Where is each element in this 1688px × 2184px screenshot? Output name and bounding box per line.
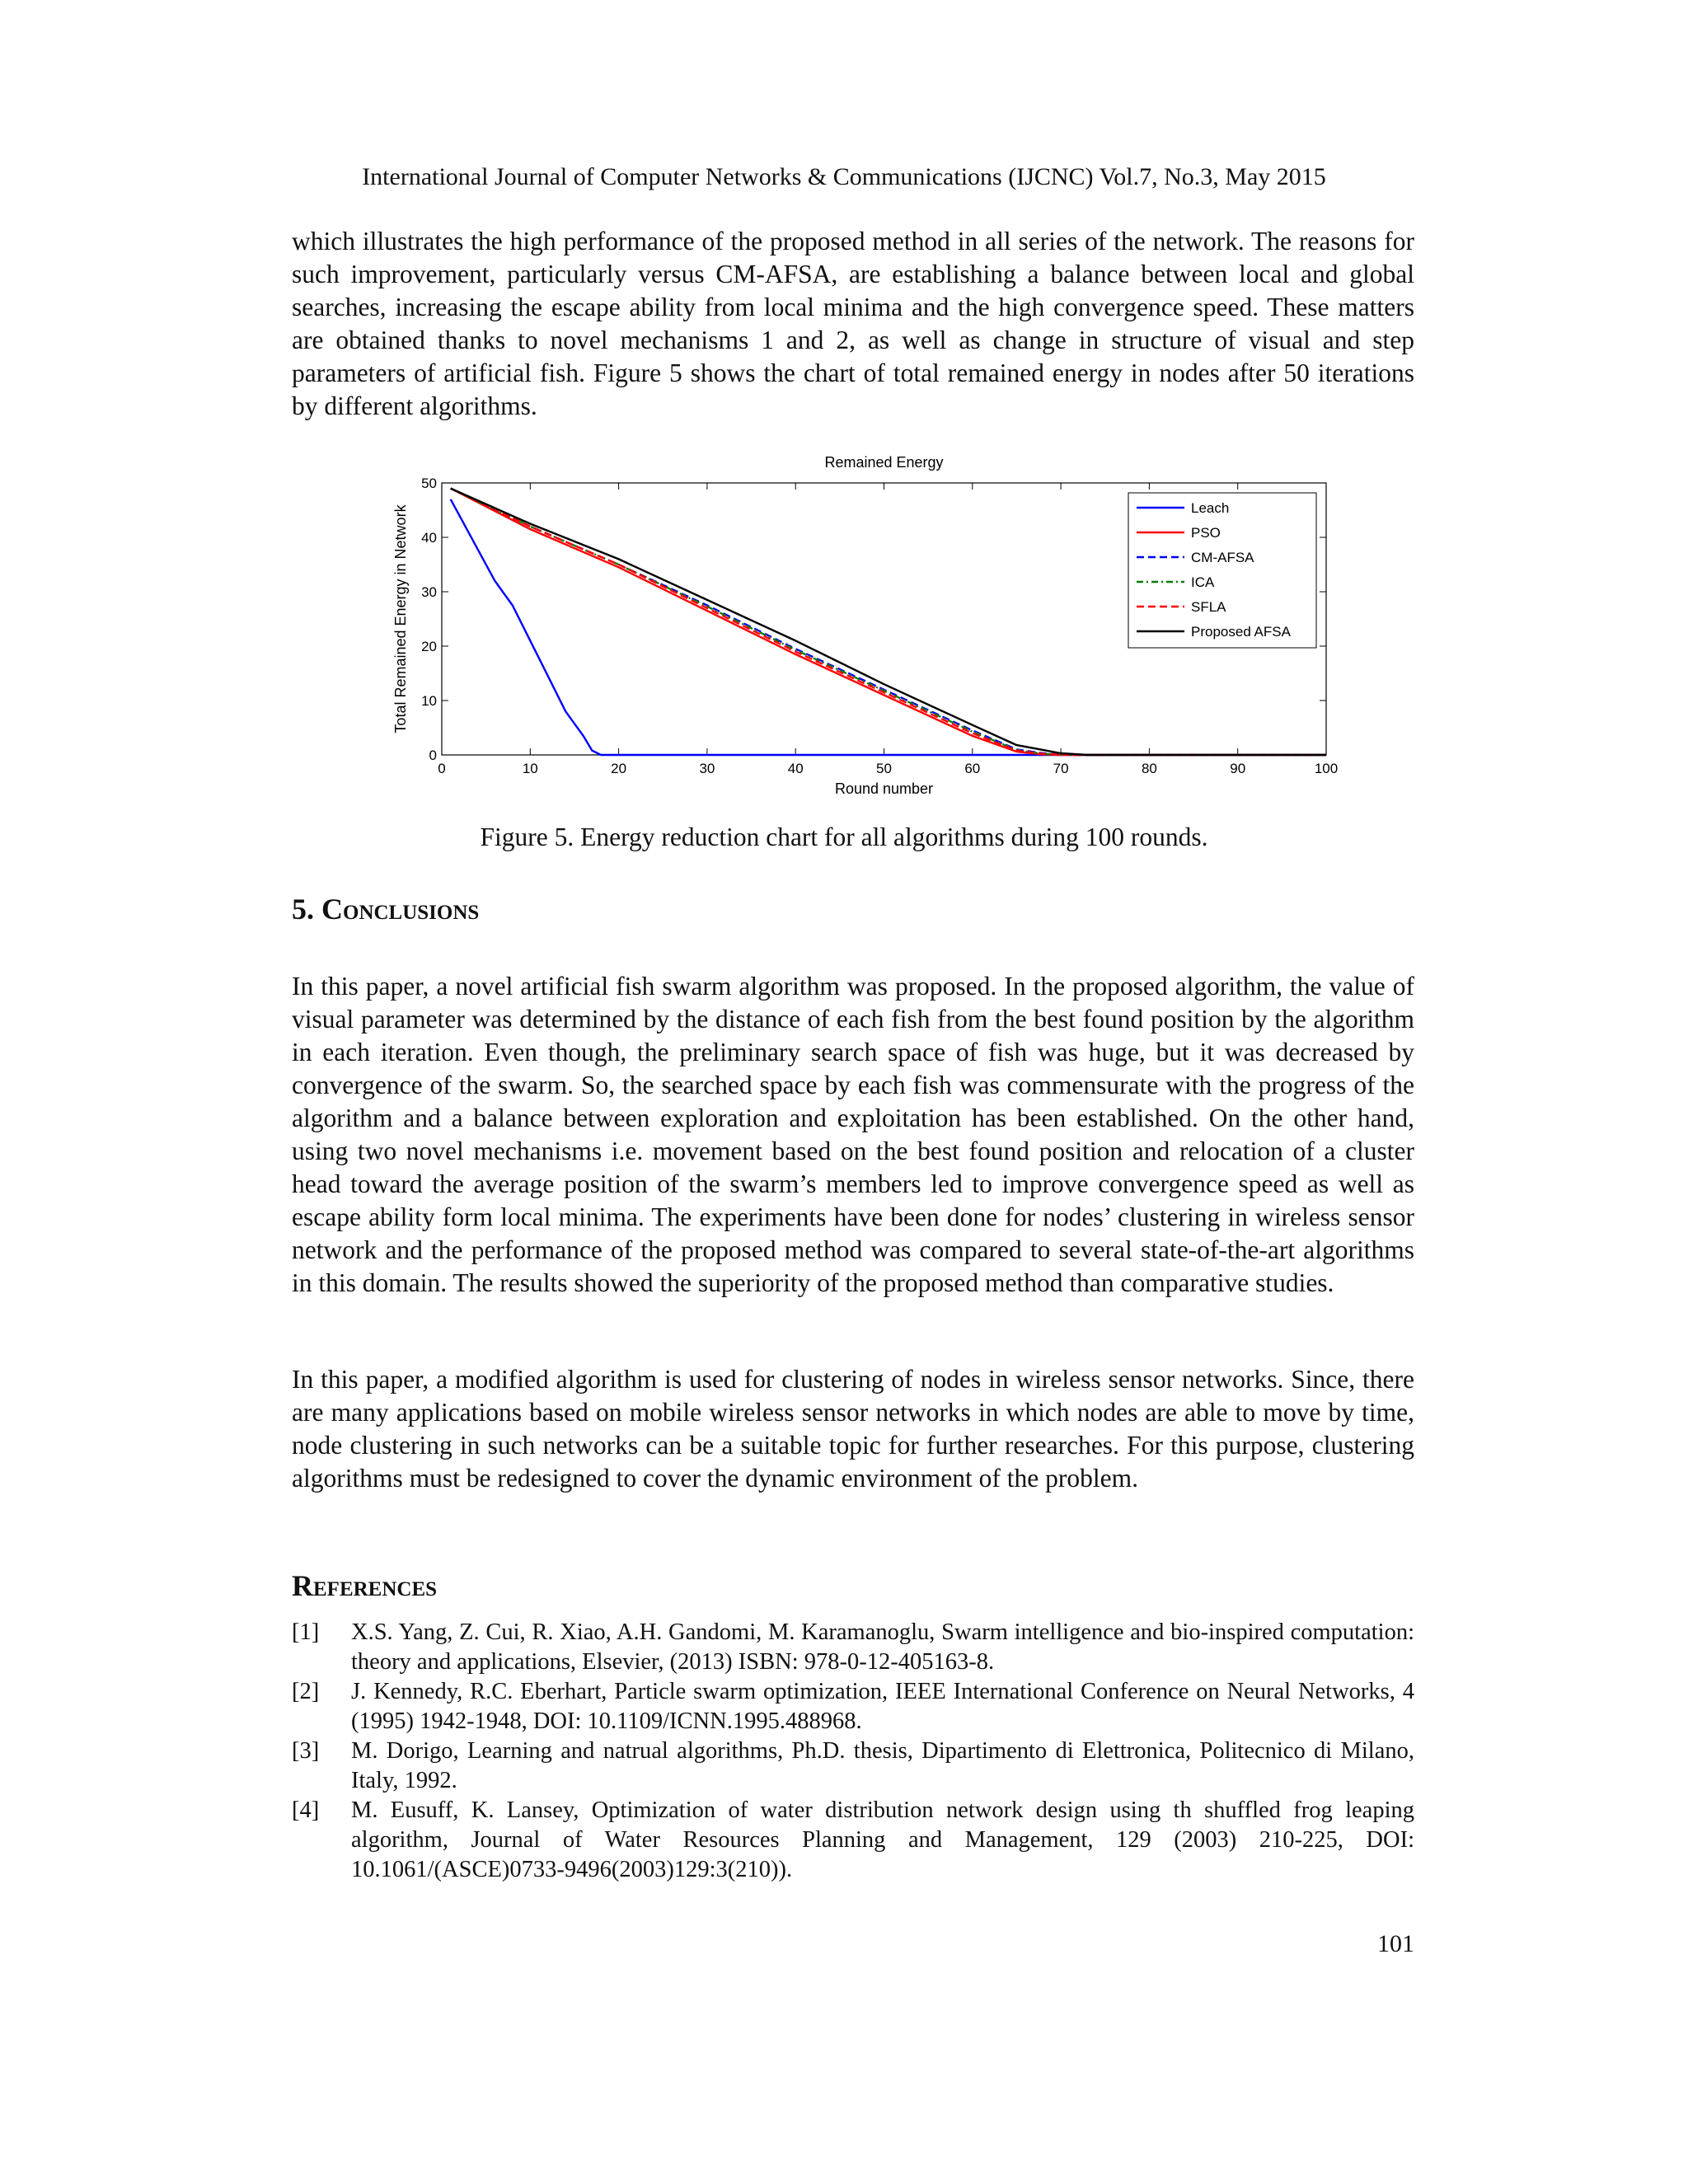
- x-tick-label: 60: [964, 761, 981, 776]
- figure-caption: Figure 5. Energy reduction chart for all algorithms during 100 rounds.: [480, 823, 1208, 851]
- x-tick-label: 100: [1314, 761, 1339, 776]
- reference-number: [2]: [292, 1679, 320, 1704]
- x-tick-label: 0: [438, 761, 446, 776]
- x-tick-label: 20: [611, 761, 627, 776]
- x-tick-label: 30: [699, 761, 715, 776]
- reference-number: [4]: [292, 1797, 320, 1823]
- reference-item: [292, 1618, 1414, 1677]
- references-list: [292, 1618, 1414, 1885]
- y-tick-label: 30: [421, 584, 437, 600]
- conclusions-heading: 5. Conclusions: [292, 893, 480, 926]
- reference-text: J. Kennedy, R.C. Eberhart, Particle swarm optimization, IEEE International Conference on Neural Networks, 4 (1995) 1942-1948, DOI: 10.1109/ICNN.1995.488968.: [351, 1679, 1414, 1734]
- x-tick-label: 50: [876, 761, 892, 776]
- reference-text: M. Eusuff, K. Lansey, Optimization of water distribution network design using th shuffled frog leaping algorithm, Journal of Water Resources Planning and Management, 129 (2003) 210-225, DOI: 10.1061/(ASCE)0733-9496(2003)129:3(210)).: [351, 1797, 1414, 1882]
- reference-item: [292, 1736, 1414, 1796]
- x-tick-label: 70: [1053, 761, 1069, 776]
- reference-item: [292, 1677, 1414, 1736]
- legend-label: Leach: [1191, 500, 1230, 516]
- legend-label: ICA: [1191, 574, 1215, 590]
- chart-title: Remained Energy: [824, 454, 944, 471]
- references-heading: References: [292, 1569, 438, 1602]
- x-tick-label: 80: [1141, 761, 1157, 776]
- x-tick-label: 90: [1230, 761, 1246, 776]
- conclusions-paragraph-2: In this paper, a modified algorithm is used for clustering of nodes in wireless sensor networks. Since, there are many applications based on mobile wireless sensor networks in which nodes are able to move by time, node clustering in such networks can be a suitable topic for further researches. For this purpose, clustering algorithms must be redesigned to cover the dynamic environment of the problem.: [292, 1365, 1414, 1493]
- y-tick-label: 0: [429, 748, 437, 763]
- energy-chart: [387, 449, 1343, 808]
- y-tick-label: 20: [421, 639, 437, 654]
- reference-number: [3]: [292, 1738, 320, 1764]
- reference-text: M. Dorigo, Learning and natrual algorithms, Ph.D. thesis, Dipartimento di Elettronica, Politecnico di Milano, Italy, 1992.: [351, 1738, 1414, 1793]
- page-number: 101: [1377, 1930, 1414, 1957]
- x-tick-label: 40: [787, 761, 804, 776]
- intro-paragraph: which illustrates the high performance of the proposed method in all series of the network. The reasons for such improvement, particularly versus CM-AFSA, are establishing a balance between local and global searches, increasing the escape ability from local minima and the high convergence speed. These matters are obtained thanks to novel mechanisms 1 and 2, as well as change in structure of visual and step parameters of artificial fish. Figure 5 shows the chart of total remained energy in nodes after 50 iterations by different algorithms.: [292, 227, 1414, 420]
- x-axis-label: Round number: [834, 780, 934, 797]
- legend-label: PSO: [1191, 525, 1221, 541]
- legend-label: SFLA: [1191, 599, 1226, 615]
- legend-label: CM-AFSA: [1191, 550, 1254, 565]
- y-tick-label: 50: [421, 476, 437, 491]
- reference-number: [1]: [292, 1619, 320, 1645]
- reference-item: [292, 1796, 1414, 1885]
- legend-label: Proposed AFSA: [1191, 624, 1291, 640]
- x-tick-label: 10: [522, 761, 538, 776]
- conclusions-paragraph-1: In this paper, a novel artificial fish swarm algorithm was proposed. In the proposed algorithm, the value of visual parameter was determined by the distance of each fish from the best found position by the algorithm in each iteration. Even though, the preliminary search space of fish was huge, but it was decreased by convergence of the swarm. So, the searched space by each fish was commensurate with the progress of the algorithm and a balance between exploration and exploitation has been established. On the other hand, using two novel mechanisms i.e. movement based on the best found position and relocation of a cluster head toward the average position of the swarm’s members led to improve convergence speed as well as escape ability form local minima. The experiments have been done for nodes’ clustering in wireless sensor network and the performance of the proposed method was compared to several state-of-the-art algorithms in this domain. The results showed the superiority of the proposed method than comparative studies.: [292, 972, 1414, 1297]
- journal-header: International Journal of Computer Networks & Communications (IJCNC) Vol.7, No.3, May 2015: [362, 163, 1326, 190]
- reference-text: X.S. Yang, Z. Cui, R. Xiao, A.H. Gandomi, M. Karamanoglu, Swarm intelligence and bio-inspired computation: theory and applications, Elsevier, (2013) ISBN: 978-0-12-405163-8.: [351, 1619, 1414, 1675]
- y-tick-label: 40: [421, 530, 437, 546]
- y-axis-label: Total Remained Energy in Network: [392, 504, 409, 733]
- y-tick-label: 10: [421, 693, 437, 709]
